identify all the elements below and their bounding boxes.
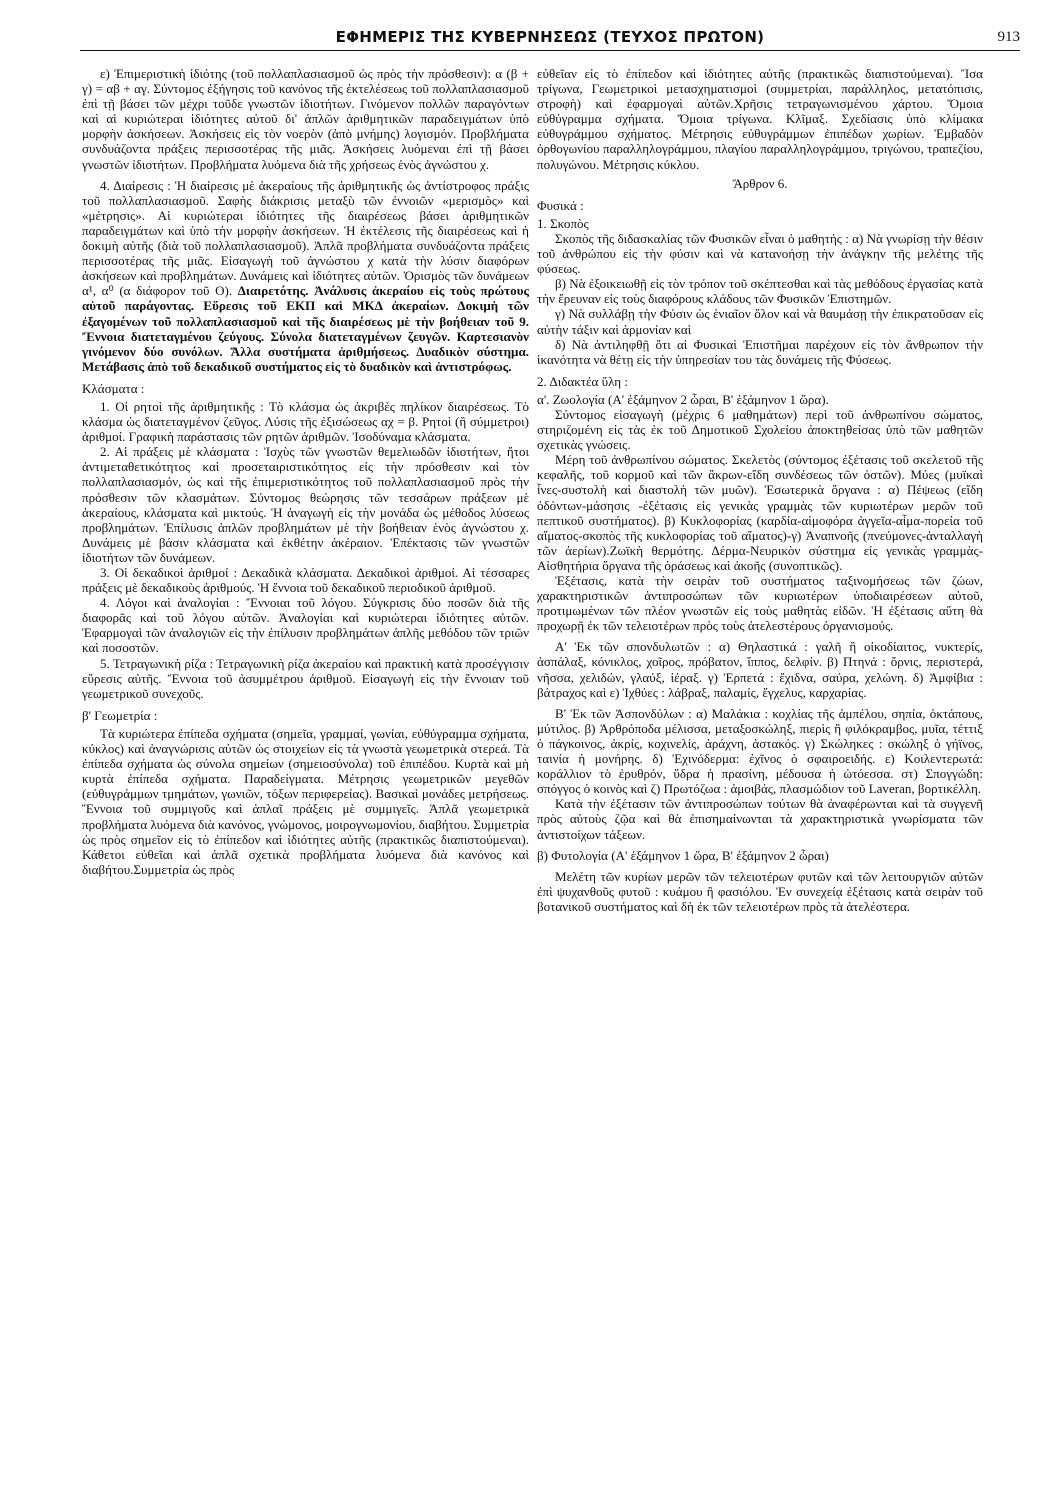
page-number: 913 [997,29,1020,45]
paragraph-human-body: Μέρη τοῦ ἀνθρωπίνου σώματος. Σκελετὸς (σύντομος ἐξέτασις τοῦ σκελετοῦ τῆς κεφαλῆς, τοῦ κορμοῦ καὶ τῶν ἄκρων-εἴδη συνδέσεως τῶν ὀστῶν). Μύες (μυϊκαὶ ἶνες-συστολὴ καὶ διαστολὴ τῶν μυῶν). Ἐσωτερικὰ ὄργανα : α) Πέψεως (εἴδη ὀδόντων-μάσησις -ἐξέτασις εἰς γενικὰς γραμμὰς τῶν κυριωτέρων μερῶν τοῦ πεπτικοῦ συστήματος). β) Κυκλοφορίας (καρδία-αἱμοφόρα ἀγγεῖα-αἷμα-πορεία τοῦ αἵματος-σκοπὸς τῆς κυκλοφορίας τοῦ αἵματος)-γ) Ἀναπνοῆς (πνεύμονες-ἀνταλλαγὴ τῶν ἀερίων).Ζωϊκὴ θερμότης. Δέρμα-Νευρικὸν σύστημα εἰς γενικὰς γραμμὰς-Αἰσθητήρια ὄργανα τῆς ὁράσεως καὶ ἀκοῆς (συνοπτικῶς). [537,452,983,573]
paragraph-invertebrates: Β' Ἐκ τῶν Ἀσπονδύλων : α) Μαλάκια : κοχλίας τῆς ἀμπέλου, σηπία, ὀκτάπους, μύτιλος. β) Ἀρθρόποδα μέλισσα, μεταξοσκώληξ, πιερὶς ἢ φιλόκραμβος, μυῖα, τέττιξ ὁ πάγκοινος, ἀκρίς, κοχινελίς, ἀράχνη, ἀστακός. γ) Σκώληκες : σκώληξ ὁ γήϊνος, ταινία ἡ μονήρης. δ) Ἐχινόδερμα: ἐχῖνος ὁ σφαιροειδής. ε) Κοιλεντερωτά: κοράλλιον τὸ ἐρυθρόν, ὕδρα ἡ πρασίνη, μέδουσα ἡ ὠτόεσσα. στ) Σπογγώδη: σπόγγος ὁ κοινὸς καὶ ζ) Πρωτόζωα : ἀμοιβάς, πλασμώδιον τοῦ Laveran, βορτικέλλη. [537,705,983,797]
paragraph-distributive: ε) Ἐπιμεριστικὴ ἰδιότης (τοῦ πολλαπλασιασμοῦ ὡς πρὸς τὴν πρόσθεσιν): α (β + γ) = αβ + αγ. Σύντομος ἐξήγησις τοῦ κανόνος τῆς ἐκτελέσεως τοῦ πολλαπλασιασμοῦ ἐπὶ τῇ βάσει τῶν μέχρι τοῦδε γνωστῶν ἰδιοτήτων. Γινόμενον πολλῶν παραγόντων καὶ αἱ κυριώτεραι ἰδιότητες αὐτοῦ δι' ἁπλῶν ἀριθμητικῶν παραδειγμάτων ὑπὸ μορφὴν ἀσκήσεων. Ἀσκήσεις εἰς τὸν νοερὸν (ἀπὸ μνήμης) λογισμόν. Προβλήματα συνδυάζοντα πράξεις περισσοτέρας τῆς μιᾶς. Ἀσκήσεις λυόμεναι ἐπὶ τῇ βάσει γνωστῶν ἰδιοτήτων. Προβλήματα λυόμενα διὰ τῆς χρήσεως ἑνὸς ἀγνώστου χ. [82,66,529,172]
heading-purpose: 1. Σκοπὸς [537,215,589,231]
heading-physics: Φυσικά : [537,197,584,213]
paragraph-purpose-a: Σκοπὸς τῆς διδασκαλίας τῶν Φυσικῶν εἶναι ὁ μαθητής : α) Νὰ γνωρίσῃ τὴν θέσιν τοῦ ἀνθρώπου εἰς τὴν φύσιν καὶ νὰ κατανοήσῃ τὴν ἀνάγκην τῆς μελέτης τῆς φύσεως. [537,230,983,277]
paragraph-purpose-c: γ) Νὰ συλλάβῃ τὴν Φύσιν ὡς ἑνιαῖον ὅλον καὶ νὰ θαυμάσῃ τὴν ἐπικρατοῦσαν εἰς αὐτὴν τάξιν καὶ ἁρμονίαν καὶ [537,306,983,337]
division-bold-text: Διαιρετότης. Ἀνάλυσις ἀκεραίου εἰς τοὺς πρώτους αὐτοῦ παράγοντας. Εὕρεσις τοῦ ΕΚΠ καὶ ΜΚΔ ἀκεραίων. Δοκιμὴ τῶν ἐξαγομένων τοῦ πολλαπλασιασμοῦ καὶ τῆς διαιρέσεως μὲ τὴν βοήθειαν τοῦ 9. Ἔννοια διατεταγμένου ζεύγους. Σύνολα διατεταγμένων ζευγῶν. Καρτεσιανὸν γινόμενον δύο συνόλων. Ἄλλα συστήματα ἀριθμήσεως. Δυαδικὸν σύστημα. Μετάβασις ἀπὸ τοῦ δεκαδικοῦ συστήματος εἰς τὸ δυαδικὸν καὶ ἀντιστρόφως. [82,283,529,374]
paragraph-zoology-intro: Σύντομος εἰσαγωγὴ (μέχρις 6 μαθημάτων) περὶ τοῦ ἀνθρωπίνου σώματος, στηριζομένη εἰς τὰς ἐκ τοῦ Δημοτικοῦ Σχολείου ἀποκτηθείσας ὑπὸ τῶν μαθητῶν σχετικὰς γνώσεις. [537,406,983,453]
heading-syllabus: 2. Διδακτέα ὕλη : [537,373,628,389]
heading-fractions: Κλάσματα : [82,380,145,396]
heading-zoology: α'. Ζωολογία (Α' ἑξάμηνον 2 ὧραι, Β' ἑξάμηνον 1 ὥρα). [537,391,829,407]
heading-botany: β) Φυτολογία (Α' ἑξάμηνον 1 ὥρα, Β' ἑξάμηνον 2 ὧραι) [537,847,829,863]
paragraph-rationals: 1. Οἱ ρητοὶ τῆς ἀριθμητικῆς : Τὸ κλάσμα ὡς ἀκριβὲς πηλίκον διαιρέσεως. Τὸ κλάσμα ὡς διατεταγμένον ζεῦγος. Λύσις τῆς ἐξισώσεως αχ = β. Ρητοὶ (ἢ σύμμετροι) ἀριθμοί. Γραφικὴ παράστασις τῶν ρητῶν ἀριθμῶν. Ἰσοδύναμα κλάσματα. [82,398,529,445]
paragraph-division [82,178,529,374]
paragraph-botany: Μελέτη τῶν κυρίων μερῶν τῶν τελειοτέρων φυτῶν καὶ τῶν λειτουργιῶν αὐτῶν ἐπὶ ψυχανθοῦς φυτοῦ : κυάμου ἢ φασιόλου. Ἐν συνεχείᾳ ἐξέτασις κατὰ σειρὰν τοῦ βοτανικοῦ συστήματος καὶ δὴ ἐκ τῶν τελειοτέρων πρὸς τὰ ἀτελέστερα. [537,868,983,914]
paragraph-classification: Ἐξέτασις, κατὰ τὴν σειρὰν τοῦ συστήματος ταξινομήσεως τῶν ζώων, χαρακτηριστικῶν ἀντιπροσώπων τῶν κυριωτέρων ὑποδιαιρέσεων αὐτοῦ, προτιμωμένων τῶν πλέον γνωστῶν εἰς τοὺς μαθητὰς εἰδῶν. Ἡ ἐξέτασις αὕτη θὰ προχωρῇ ἐκ τῶν τελειοτέρων πρὸς τοὺς ἀτελεστέρους ὀργανισμούς. [537,573,983,634]
paragraph-vertebrates: Α' Ἐκ τῶν σπονδυλωτῶν : α) Θηλαστικά : γαλῆ ἢ οἰκοδίαιτος, νυκτερίς, ἀσπάλαξ, κόνικλος, χοῖρος, πρόβατον, ἵππος, δελφίν. β) Πτηνά : ὄρνις, περιστερά, νῆσσα, χελιδών, γλαύξ, ἱέραξ. γ) Ἑρπετά : ἔχιδνα, σαύρα, χελώνη. δ) Ἀμφίβια : βάτραχος καὶ ε) Ἰχθύες : λάβραξ, παλαμίς, ἔγχελυς, καρχαρίας. [537,639,983,700]
paragraph-square-root: 5. Τετραγωνικὴ ρίζα : Τετραγωνικὴ ρίζα ἀκεραίου καὶ πρακτικὴ κατὰ προσέγγισιν εὕρεσις αὐτῆς. Ἔννοια τοῦ ἀσυμμέτρου ἀριθμοῦ. Εἰσαγωγὴ εἰς τὴν ἔννοιαν τοῦ γεωμετρικοῦ συνεχοῦς. [82,655,529,701]
paragraph-decimals: 3. Οἱ δεκαδικοὶ ἀριθμοί : Δεκαδικὰ κλάσματα. Δεκαδικοὶ ἀριθμοί. Αἱ τέσσαρες πράξεις μὲ δεκαδικοὺς ἀριθμούς. Ἡ ἔννοια τοῦ δεκαδικοῦ περιοδικοῦ ἀριθμοῦ. [82,565,529,596]
paragraph-fraction-operations: 2. Αἱ πράξεις μὲ κλάσματα : Ἰσχὺς τῶν γνωστῶν θεμελιωδῶν ἰδιοτήτων, ἤτοι ἀντιμεταθετικότητος καὶ προσεταιριστικότητος εἰς τὴν πρόσθεσιν καὶ τὸν πολλαπλασιασμόν, ὡς καὶ τῆς ἐπιμεριστικότητος τοῦ πολλαπλασιασμοῦ πρὸς τὴν πρόσθεσιν τῶν κλασμάτων. Σύντομος θεώρησις τῶν τεσσάρων πράξεων μὲ ἀκεραίους, κλάσματα καὶ μικτούς. Ἡ ἀναγωγὴ εἰς τὴν μονάδα ὡς μέθοδος λύσεως προβλημάτων. Ἐπίλυσις ἁπλῶν προβλημάτων μὲ τὴν βοήθειαν ἑνὸς ἀγνώστου χ. Δυνάμεις μὲ βάσιν κλάσματα καὶ ἐκθέτην ἀκέραιον. Ἐπέκτασις τῶν γνωστῶν ἰδιοτήτων τῶν δυνάμεων. [82,444,529,565]
paragraph-geometry-cont: εὐθεῖαν εἰς τὸ ἐπίπεδον καὶ ἰδιότητες αὐτῆς (πρακτικῶς διαπιστούμεναι). Ἴσα τρίγωνα, Γεωμετρικοὶ μετασχηματισμοὶ (συμμετρίαι, παράλληλος, μετατόπισις, στροφὴ) καὶ ἐφαρμογαὶ αὐτῶν.Χρῆσις τετραγωνισμένου χάρτου. Ὅμοια εὐθύγραμμα σχήματα. Ὅμοια τρίγωνα. Κλῖμαξ. Σχεδίασις ὑπὸ κλίμακα εὐθυγράμμου σχήματος. Μέτρησις εὐθυγράμμων ἐπιπέδων χωρίων. Ἐμβαδὸν ὀρθογωνίου παραλληλογράμμου, πλαγίου παραλληλογράμμου, τριγώνου, τραπεζίου, πολυγώνου. Μέτρησις κύκλου. [537,66,983,172]
paragraph-purpose-d: δ) Νὰ ἀντιληφθῇ ὅτι αἱ Φυσικαὶ Ἐπιστῆμαι παρέχουν εἰς τὸν ἄνθρωπον τὴν ἱκανότητα νὰ θέτῃ εἰς τὴν ὑπηρεσίαν του τὰς δυνάμεις τῆς Φύσεως. [537,336,983,367]
paragraph-geometry: Τὰ κυριώτερα ἐπίπεδα σχήματα (σημεῖα, γραμμαί, γωνίαι, εὐθύγραμμα σχήματα, κύκλος) καὶ ἀναγνώρισις αὐτῶν ὡς στοιχείων εἰς τὰ γνωστὰ γεωμετρικὰ στερεά. Τὰ ἐπίπεδα σχήματα ὡς σύνολα σημείων (σημειοσύνολα) τοῦ ἐπιπέδου. Κυρτὰ καὶ μὴ κυρτὰ ἐπίπεδα σχήματα. Παραδείγματα. Μέτρησις γεωμετρικῶν μεγεθῶν (εὐθυγράμμων τμημάτων, γωνιῶν, τόξων περιφερείας). Βασικαὶ μονάδες μετρήσεως. Ἔννοια τοῦ συμμιγοῦς καὶ ἁπλαῖ πράξεις μὲ συμμιγεῖς. Ἁπλᾶ γεωμετρικὰ προβλήματα λυόμενα διὰ κανόνος, γνώμονος, μοιρογνωμονίου, διαβήτου. Συμμετρία ὡς πρὸς σημεῖον εἰς τὸ ἐπίπεδον καὶ ἰδιότητες αὐτῆς (πρακτικῶς διαπιστούμεναι). Κάθετοι εὐθεῖαι καὶ ἁπλᾶ σχετικὰ προβλήματα λυόμενα διὰ κανόνος καὶ διαβήτου.Συμμετρία ὡς πρὸς [82,725,529,877]
header-title: ΕΦΗΜΕΡΙΣ ΤΗΣ ΚΥΒΕΡΝΗΣΕΩΣ (ΤΕΥΧΟΣ ΠΡΩΤΟΝ) [335,28,765,46]
article-heading: Ἄρθρον 6. [732,175,788,191]
heading-geometry: β' Γεωμετρία : [82,707,158,723]
paragraph-representatives: Κατὰ τὴν ἐξέτασιν τῶν ἀντιπροσώπων τούτων θὰ ἀναφέρωνται καὶ τὰ συγγενῆ πρὸς αὐτοὺς ζῷα καὶ θὰ ἐπισημαίνωνται τὰ χαρακτηριστικὰ γνωρίσματα τῶν ἀντιστοίχων τάξεων. [537,796,983,842]
left-column [82,66,529,1486]
paragraph-purpose-b: β) Νὰ ἐξοικειωθῇ εἰς τὸν τρόπον τοῦ σκέπτεσθαι καὶ τὰς μεθόδους ἐργασίας κατὰ τὴν ἔρευναν εἰς τοὺς διαφόρους κλάδους τῶν Φυσικῶν Ἐπιστημῶν. [537,276,983,307]
right-column [537,66,983,1486]
paragraph-ratios: 4. Λόγοι καὶ ἀναλογίαι : Ἔννοιαι τοῦ λόγου. Σύγκρισις δύο ποσῶν διὰ τῆς διαφορᾶς καὶ τοῦ λόγου αὐτῶν. Ἀναλογίαι καὶ κυριώτεραι ἰδιότητες αὐτῶν. Ἐφαρμογαὶ τῶν ἀναλογιῶν εἰς τὴν ἐπίλυσιν προβλημάτων ἁπλῆς μεθόδου τῶν τριῶν καὶ ποσοστῶν. [82,595,529,656]
division-text: 4. Διαίρεσις : Ἡ διαίρεσις μὲ ἀκεραίους τῆς ἀριθμητικῆς ὡς ἀντίστροφος πράξις τοῦ πολλαπλασιασμοῦ. Σαφὴς διάκρισις μεταξὺ τῶν ἐννοιῶν «μερισμὸς» καὶ «μέτρησις». Αἱ κυριώτεραι ἰδιότητες τῆς διαιρέσεως βάσει ἀριθμητικῶν παραδειγμάτων καὶ ὑπὸ τὴν μορφὴν ἀσκήσεων. Ἡ ἐκτέλεσις τῆς διαιρέσεως καὶ ἡ δοκιμὴ αὐτῆς (διὰ τοῦ πολλαπλασιασμοῦ). Ἁπλᾶ προβλήματα συνδυάζοντα πράξεις περισσοτέρας τῆς μιᾶς. Εἰσαγωγὴ τοῦ ἀγνώστου χ κατὰ τὴν λύσιν διαφόρων ἀσκήσεων καὶ προβλημάτων. Δυνάμεις καὶ ἰδιότητες αὐτῶν. Ὁρισμὸς τῶν δυνάμεων α¹, α⁰ (α διάφορον τοῦ Ο). [82,177,529,299]
page-header [80,28,1020,51]
